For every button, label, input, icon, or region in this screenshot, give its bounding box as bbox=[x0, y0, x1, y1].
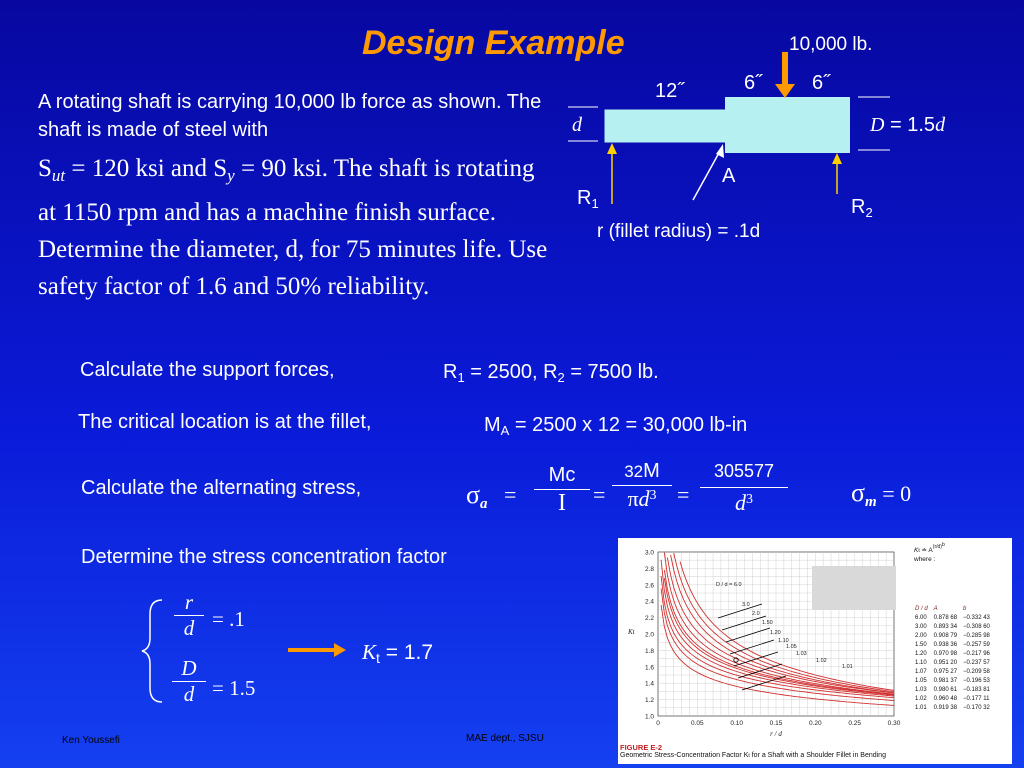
fraction-D-over-d: D d bbox=[172, 656, 206, 707]
alternating-stress-label: Calculate the alternating stress, bbox=[81, 477, 362, 499]
table-cell: −0.308 60 bbox=[963, 624, 990, 630]
table-header: b bbox=[963, 606, 967, 612]
r1-arrow-head bbox=[607, 143, 617, 154]
annotation-arrow bbox=[726, 628, 770, 642]
table-cell: 0.878 68 bbox=[933, 615, 958, 621]
table-cell: −0.183 81 bbox=[963, 687, 990, 693]
small-shaft-section bbox=[605, 110, 728, 142]
footer-department: MAE dept., SJSU bbox=[466, 733, 544, 744]
curve-label: 1.02 bbox=[816, 658, 827, 664]
r-over-d-value: = .1 bbox=[212, 607, 245, 631]
x-tick-label: 0.20 bbox=[809, 720, 822, 727]
table-cell: −0.209 58 bbox=[963, 669, 990, 675]
table-header: A bbox=[933, 606, 938, 612]
stress-concentration-chart bbox=[618, 538, 1012, 764]
stress-concentration-label: Determine the stress concentration factor bbox=[81, 546, 447, 568]
result-arrow bbox=[286, 640, 348, 660]
y-tick-label: 1.2 bbox=[644, 697, 654, 705]
table-row bbox=[912, 677, 993, 686]
problem-text-intro: A rotating shaft is carrying 10,000 lb force as shown. The shaft is made of steel with bbox=[38, 91, 542, 141]
point-a-label: A bbox=[722, 165, 736, 187]
table-row bbox=[912, 632, 993, 641]
table-cell: 1.20 bbox=[915, 651, 927, 657]
eq-sign-1: = bbox=[504, 482, 517, 507]
curve-label: 3.0 bbox=[742, 602, 750, 608]
table-cell: 0.938 36 bbox=[933, 642, 958, 648]
table-row bbox=[912, 641, 993, 650]
table-cell: −0.170 32 bbox=[963, 705, 990, 711]
kt-result: Kt = 1.7 bbox=[362, 640, 434, 666]
y-tick-label: 1.4 bbox=[644, 680, 654, 688]
fillet-pointer-line bbox=[693, 151, 720, 200]
table-cell: 0.970 98 bbox=[933, 651, 958, 657]
critical-location-label: The critical location is at the fillet, bbox=[78, 411, 372, 433]
r1-label: $R_1$ bbox=[577, 187, 599, 211]
curve-label: 1.05 bbox=[786, 644, 797, 650]
curve-label: 1.20 bbox=[770, 630, 781, 636]
table-cell: −0.237 57 bbox=[963, 660, 990, 666]
table-row bbox=[912, 650, 993, 659]
moment-result: $M_A = 2500$ x 12 = 30,000 lb-in bbox=[484, 414, 748, 438]
fillet-radius-label: r (fillet radius) = .1d bbox=[597, 221, 761, 242]
table-cell: 1.02 bbox=[915, 696, 927, 702]
y-tick-label: 1.8 bbox=[644, 647, 654, 655]
x-tick-label: 0.25 bbox=[848, 720, 861, 727]
table-cell: 1.10 bbox=[915, 660, 927, 666]
dim-6a-label: 6˝ bbox=[744, 72, 762, 94]
table-row bbox=[912, 614, 993, 623]
y-tick-label: 3.0 bbox=[644, 549, 654, 557]
x-tick-label: 0.30 bbox=[887, 720, 901, 727]
table-cell: 6.00 bbox=[915, 615, 927, 621]
table-row bbox=[912, 623, 993, 632]
support-forces-result: $R_1 = 2500$, $R_2 = 7500$ lb. bbox=[443, 361, 659, 385]
y-tick-label: 2.4 bbox=[644, 598, 654, 606]
table-cell: 1.03 bbox=[915, 687, 927, 693]
table-cell: 1.05 bbox=[915, 678, 927, 684]
large-shaft-section bbox=[725, 97, 850, 153]
table-cell: 0.919 38 bbox=[933, 705, 958, 711]
table-cell: 0.981 37 bbox=[933, 678, 958, 684]
slide-title: Design Example bbox=[362, 24, 625, 62]
problem-text-body: $S_{ut} = 120$ ksi and $S_y = 90$ ksi. The shaft is rotating at 1150 rpm and has a machine finish surface. Determine the diameter, d, for 75 minutes life. Use safety factor of 1.6 and 50% reliability. bbox=[38, 155, 548, 300]
sigma-m-equation: σm = 0 bbox=[851, 478, 912, 510]
r2-arrow-head bbox=[832, 153, 842, 164]
y-tick-label: 2.0 bbox=[644, 631, 654, 639]
table-cell: 1.01 bbox=[915, 705, 927, 711]
D-over-d-value: = 1.5 bbox=[212, 676, 256, 700]
y-tick-label: 2.2 bbox=[644, 615, 654, 623]
table-cell: −0.177 11 bbox=[963, 696, 990, 702]
curve-label: 2.0 bbox=[752, 611, 760, 617]
dim-12-label: 12˝ bbox=[655, 80, 684, 102]
y-axis-label: Kt bbox=[628, 628, 635, 636]
d-label: d bbox=[572, 114, 582, 136]
sigma-a-symbol: σa bbox=[466, 480, 488, 512]
load-label: 10,000 lb. bbox=[789, 34, 873, 55]
table-row bbox=[912, 695, 993, 704]
y-tick-label: 1.6 bbox=[644, 664, 654, 672]
table-cell: −0.217 96 bbox=[963, 651, 990, 657]
shaft-sketch bbox=[812, 566, 896, 610]
table-cell: −0.332 43 bbox=[963, 615, 990, 621]
coefficient-table bbox=[912, 605, 993, 713]
x-tick-label: 0.15 bbox=[769, 720, 783, 727]
table-row bbox=[912, 668, 993, 677]
x-tick-label: 0.10 bbox=[730, 720, 743, 727]
table-cell: 3.00 bbox=[915, 624, 927, 630]
x-tick-label: 0 bbox=[656, 720, 660, 727]
y-tick-label: 1.0 bbox=[644, 713, 654, 721]
y-tick-label: 2.6 bbox=[644, 582, 654, 590]
curve-label: 1.03 bbox=[796, 651, 807, 657]
table-row bbox=[912, 659, 993, 668]
table-cell: 0.893 34 bbox=[933, 624, 958, 630]
x-tick-label: 0.05 bbox=[691, 720, 704, 727]
kt-formula: Kt ≐ $A^{(r/d)b}$ bbox=[914, 542, 945, 554]
table-cell: −0.196 53 bbox=[963, 678, 990, 684]
annotation-arrow bbox=[722, 616, 766, 630]
table-cell: 0.951 20 bbox=[933, 660, 958, 666]
curve-label: 1.50 bbox=[762, 620, 773, 626]
left-brace bbox=[140, 596, 170, 706]
table-cell: 0.960 48 bbox=[933, 696, 958, 702]
x-axis-label: r / d bbox=[770, 730, 782, 738]
load-arrow-head bbox=[775, 84, 795, 98]
table-cell: 1.07 bbox=[915, 669, 927, 675]
chart-side-panel bbox=[912, 542, 1010, 730]
table-cell: −0.285 98 bbox=[963, 633, 990, 639]
table-header: D / d bbox=[915, 606, 928, 612]
r2-label: $R_2$ bbox=[851, 196, 873, 220]
chart-caption: FIGURE E-2 Geometric Stress-Concentration Factor Kt for a Shaft with a Shoulder Fillet in Bending bbox=[620, 743, 886, 759]
support-forces-label: Calculate the support forces, bbox=[80, 359, 335, 381]
D-equation: D = 1.5d bbox=[870, 114, 946, 136]
curve-label: 1.10 bbox=[778, 638, 789, 644]
dim-6b-label: 6˝ bbox=[812, 72, 830, 94]
table-cell: 0.980 61 bbox=[933, 687, 958, 693]
footer-author: Ken Youssefi bbox=[62, 735, 120, 746]
table-cell: 0.908 79 bbox=[933, 633, 958, 639]
curve-label: 1.01 bbox=[842, 664, 853, 670]
eq-sign-3: = bbox=[677, 482, 690, 507]
table-cell: 1.50 bbox=[915, 642, 927, 648]
fraction-r-over-d: r d bbox=[174, 590, 204, 641]
curve-label: D / d = 6.0 bbox=[716, 582, 742, 588]
fraction-mc-over-i: Mc I bbox=[534, 464, 590, 517]
table-cell: 2.00 bbox=[915, 633, 927, 639]
y-tick-label: 2.8 bbox=[644, 565, 654, 573]
table-cell: −0.257 59 bbox=[963, 642, 990, 648]
fraction-32m-over-pid3: 32M $\pi d^3$ bbox=[612, 460, 672, 512]
eq-sign-2: = bbox=[593, 482, 606, 507]
table-row bbox=[912, 704, 993, 713]
table-row bbox=[912, 686, 993, 695]
table-cell: 0.975 27 bbox=[933, 669, 958, 675]
fraction-305577-over-d3: 305577 $d^3$ bbox=[700, 461, 788, 516]
where-label: where : bbox=[914, 556, 936, 563]
